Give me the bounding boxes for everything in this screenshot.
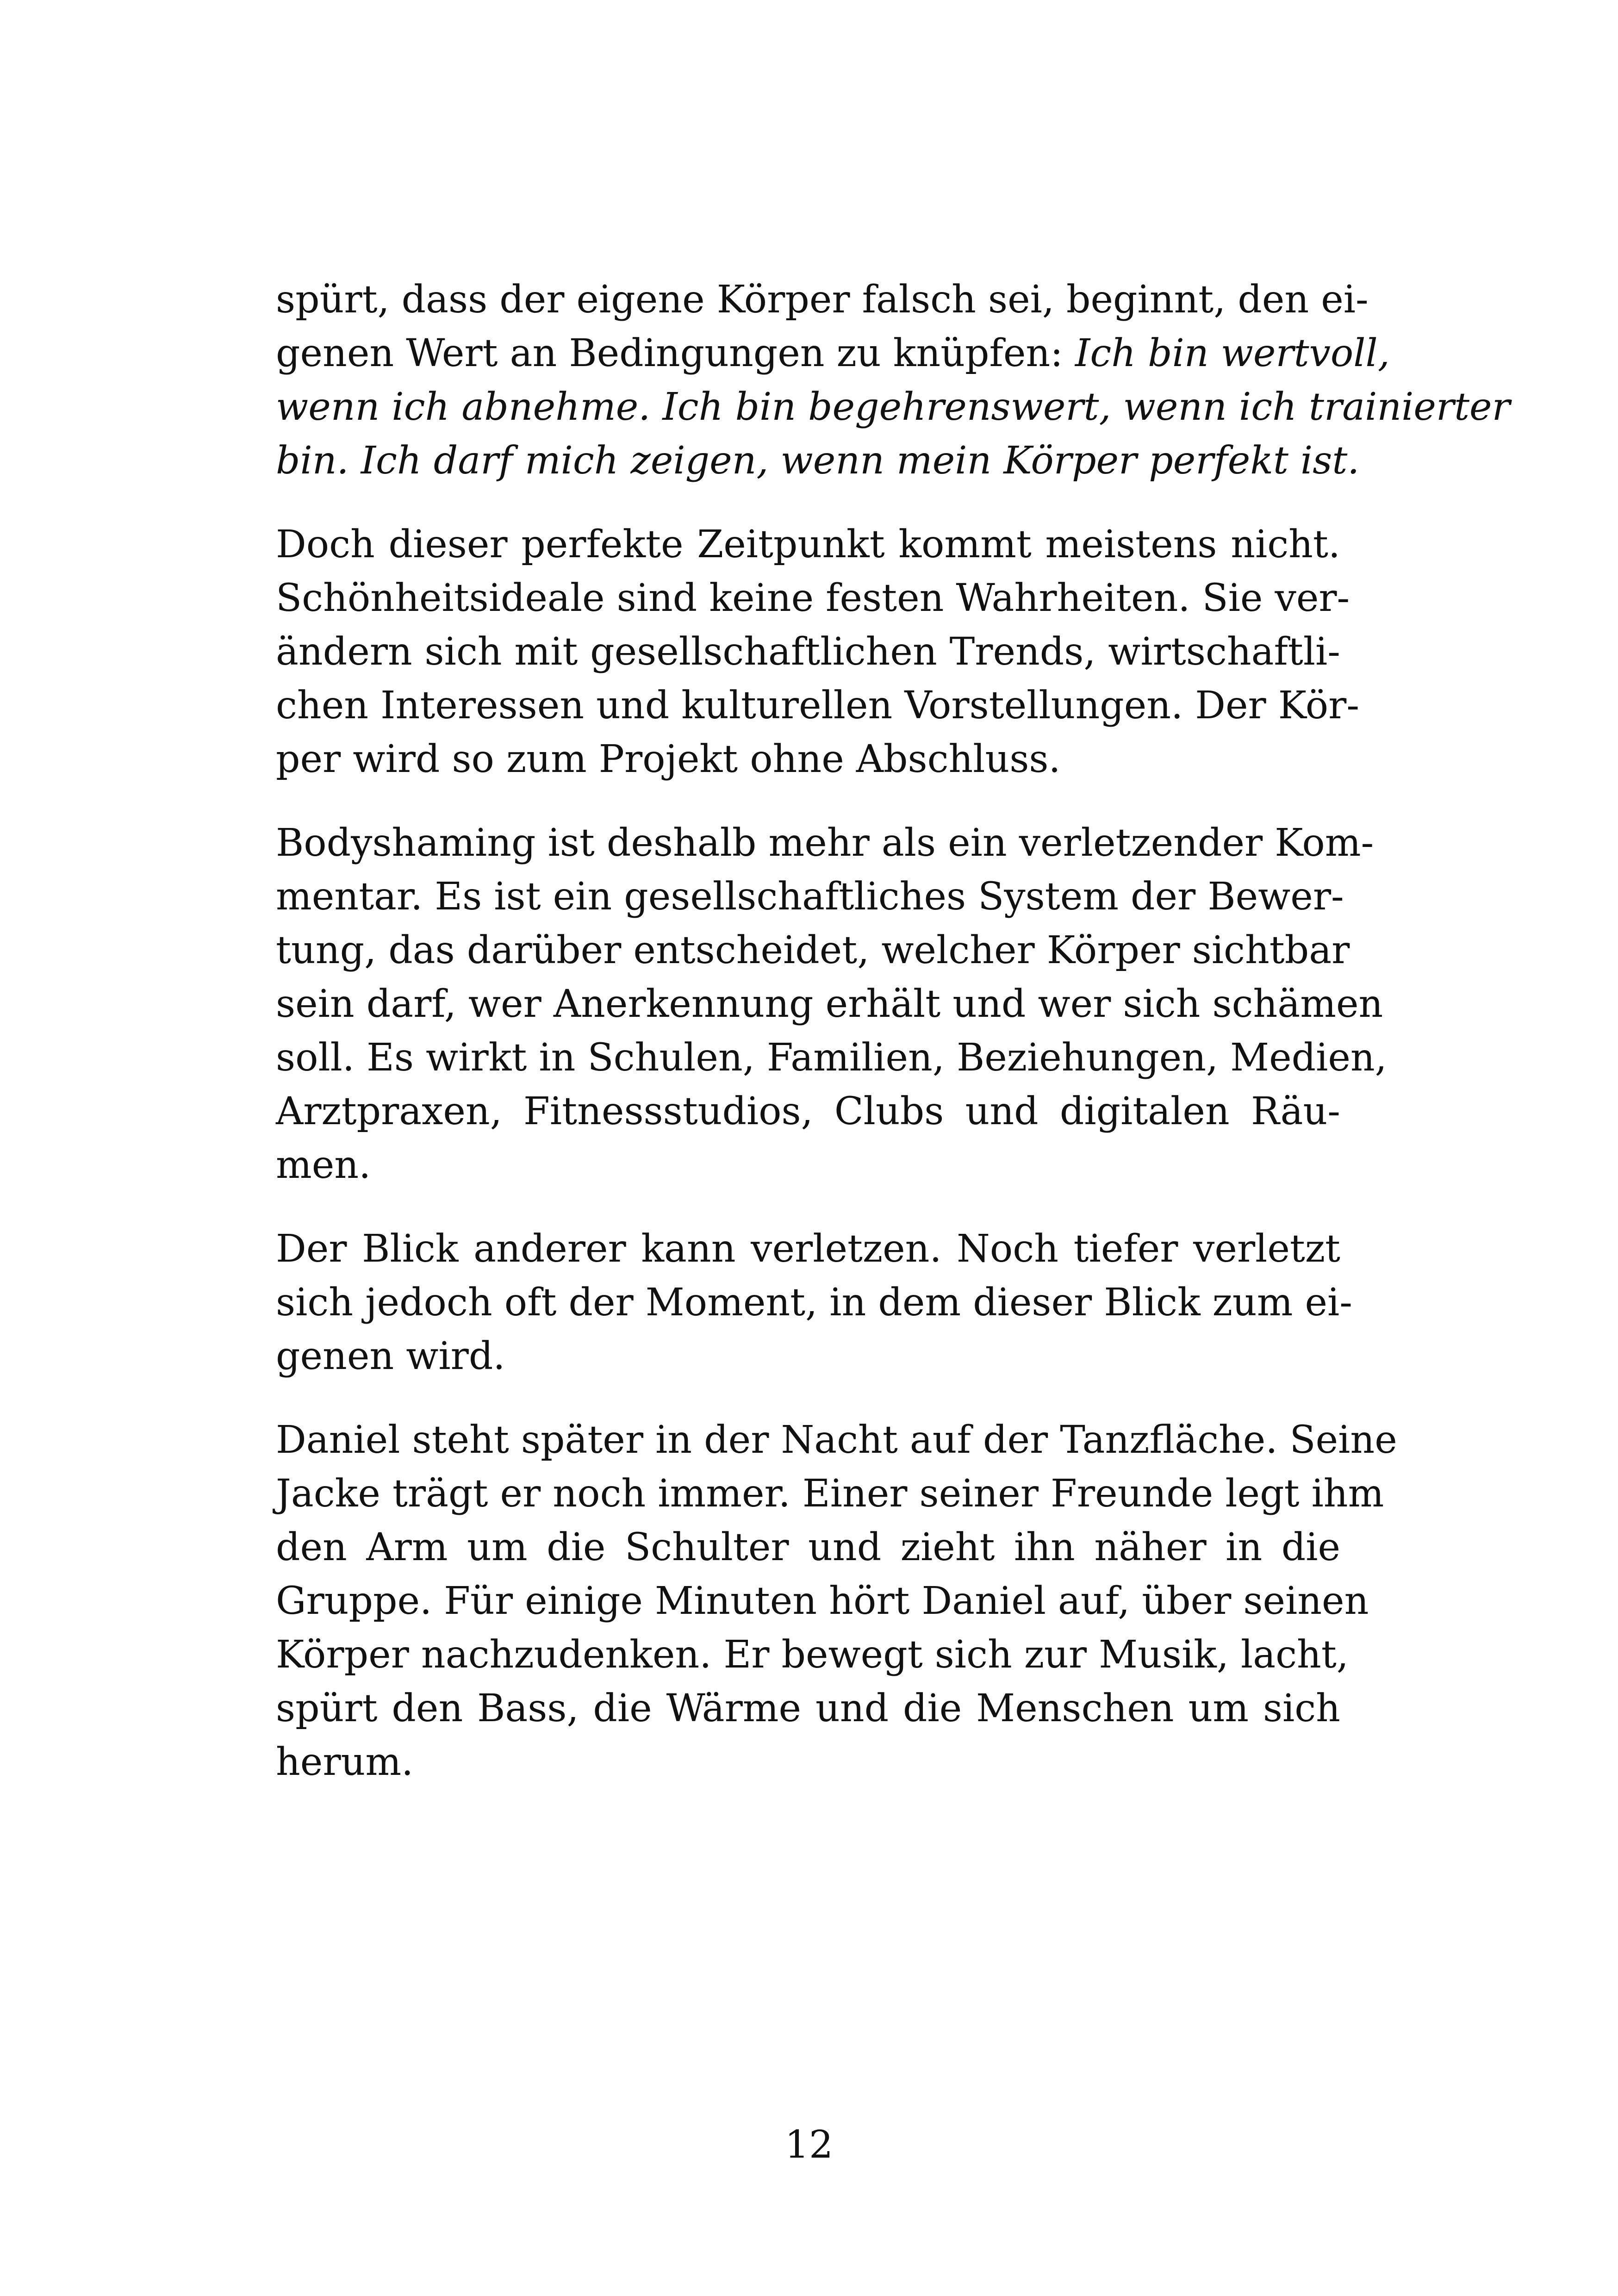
- text-segment: Gruppe. Für einige Minuten hört Daniel auf, über seinen: [276, 1579, 1369, 1623]
- text-line: [276, 733, 1340, 786]
- text-line: [276, 1736, 1340, 1789]
- text-line: [276, 1628, 1349, 1682]
- text-segment: men.: [276, 1143, 371, 1187]
- text-segment: Bodyshaming ist deshalb mehr als ein verletzender Kom-: [276, 821, 1374, 865]
- text-segment: sein darf, wer Anerkennung erhält und wer sich schämen: [276, 982, 1383, 1026]
- text-line: [276, 572, 1350, 625]
- text-line: [276, 870, 1344, 924]
- text-line: [276, 1222, 1340, 1276]
- paragraph: [276, 816, 1387, 1192]
- paragraph: [276, 273, 1510, 488]
- text-segment: genen wird.: [276, 1334, 505, 1378]
- text-line: [276, 679, 1360, 733]
- text-line: [276, 434, 1360, 488]
- text-segment: Schönheitsideale sind keine festen Wahrheiten. Sie ver-: [276, 576, 1350, 620]
- text-segment: Arztpraxen, Fitnessstudios, Clubs und digitalen Räu-: [276, 1089, 1340, 1133]
- text-segment: soll. Es wirkt in Schulen, Familien, Beziehungen, Medien,: [276, 1036, 1387, 1080]
- text-segment: den Arm um die Schulter und zieht ihn näher in die: [276, 1525, 1340, 1569]
- text-segment: Körper nachzudenken. Er bewegt sich zur Musik, lacht,: [276, 1633, 1349, 1677]
- text-line: [276, 1031, 1387, 1085]
- text-segment: Doch dieser perfekte Zeitpunkt kommt meistens nicht.: [276, 523, 1340, 566]
- text-line: [276, 1682, 1340, 1736]
- text-segment: spürt, dass der eigene Körper falsch sei, beginnt, den ei-: [276, 278, 1369, 322]
- text-segment: Der Blick anderer kann verletzen. Noch tiefer verletzt: [276, 1227, 1340, 1271]
- text-segment: spürt den Bass, die Wärme und die Menschen um sich: [276, 1686, 1340, 1730]
- text-line: [276, 380, 1510, 434]
- text-line: [276, 1330, 1340, 1383]
- text-segment: tung, das darüber entscheidet, welcher Körper sichtbar: [276, 928, 1350, 972]
- text-line: [276, 977, 1383, 1031]
- paragraph: [276, 518, 1360, 786]
- text-segment: ändern sich mit gesellschaftlichen Trends, wirtschaftli-: [276, 630, 1340, 674]
- text-segment: chen Interessen und kulturellen Vorstellungen. Der Kör-: [276, 684, 1360, 728]
- text-segment: sich jedoch oft der Moment, in dem dieser Blick zum ei-: [276, 1281, 1352, 1325]
- text-line: [276, 1574, 1369, 1628]
- text-line: [276, 924, 1350, 977]
- paragraph: [276, 1222, 1352, 1383]
- text-line: [276, 1467, 1384, 1521]
- paragraph: [276, 1413, 1397, 1789]
- text-segment: per wird so zum Projekt ohne Abschluss.: [276, 737, 1061, 781]
- text-line: [276, 1139, 1340, 1192]
- text-line: [276, 1085, 1340, 1139]
- text-line: [276, 327, 1390, 380]
- text-line: [276, 1521, 1340, 1574]
- text-segment: genen Wert an Bedingungen zu knüpfen:: [276, 331, 1075, 375]
- body-text: [276, 273, 1510, 1819]
- text-line: [276, 816, 1374, 870]
- italic-text: bin. Ich darf mich zeigen, wenn mein Körper perfekt ist.: [276, 439, 1360, 483]
- text-line: [276, 273, 1369, 327]
- text-line: [276, 518, 1340, 572]
- text-line: [276, 1413, 1397, 1467]
- text-line: [276, 1276, 1352, 1330]
- page-number: 12: [784, 2123, 834, 2167]
- text-segment: Jacke trägt er noch immer. Einer seiner Freunde legt ihm: [276, 1472, 1384, 1516]
- italic-text: Ich bin wertvoll,: [1075, 331, 1390, 375]
- text-segment: mentar. Es ist ein gesellschaftliches System der Bewer-: [276, 875, 1344, 919]
- text-segment: Daniel steht später in der Nacht auf der Tanzfläche. Seine: [276, 1418, 1397, 1462]
- text-line: [276, 625, 1340, 679]
- text-segment: herum.: [276, 1740, 414, 1784]
- italic-text: wenn ich abnehme. Ich bin begehrenswert, wenn ich trainierter: [276, 385, 1510, 429]
